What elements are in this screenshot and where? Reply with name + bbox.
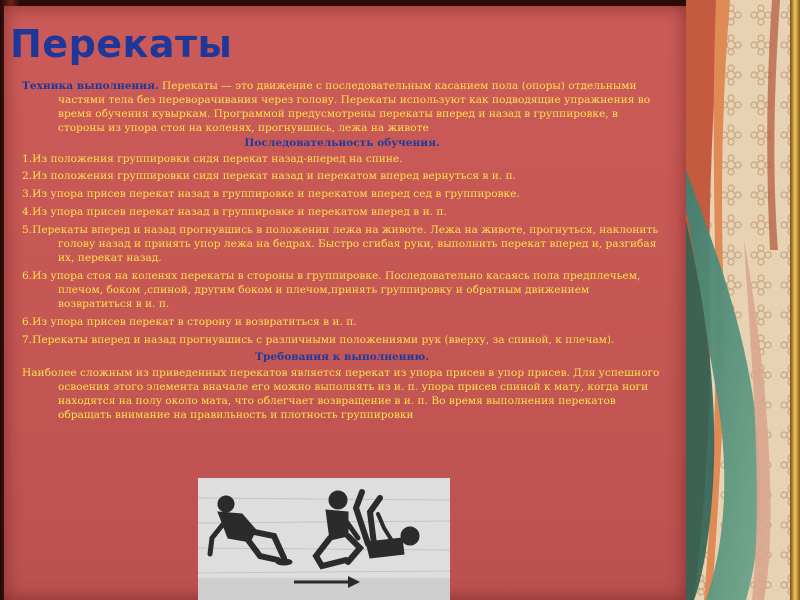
step-item: 4.Из упора присев перекат назад в группировке и перекатом вперед в и. п.	[22, 206, 447, 219]
step-item: 1.Из положения группировки сидя перекат назад-вперед на спине.	[22, 152, 403, 165]
sequence-heading: Последовательность обучения.	[244, 136, 440, 149]
intro-paragraph	[22, 80, 662, 136]
intro-text: Перекаты — это движение с последовательным касанием пола (опоры) отдельными частями тела без переворачивания через голову. Перекаты используют как подводящие упражнения во время обучения кувыркам. Программой предусмотрены перекаты вперед и назад в группировке, в стороны из упора стоя на коленях, прогнувшись, лежа на животе	[58, 80, 651, 134]
slide-body	[22, 80, 662, 427]
step-item: 6.Из упора присев перекат в сторону и возвратиться в и. п.	[22, 315, 357, 328]
requirements-heading: Требования к выполнению.	[255, 351, 429, 364]
step-item: 6.Из упора стоя на коленях перекаты в стороны в группировке. Последовательно касаясь пола предплечьем, плечом, боком ,спиной, другим боком и плечом,принять группировку и обратным движением возвратиться в и. п.	[22, 269, 641, 310]
requirements-paragraph: Наиболее сложным из приведенных перекатов является перекат из упора присев в упор присев. Для успешного освоения этого элемента вначале его можно выполнять из и. п. упора присев спиной к мату, когда ноги находятся на полу около мата, что облегчает возвращение в и. п. Во время выполнения перекатов обращать внимание на правильность и плотность группировки	[22, 367, 660, 422]
step-item: 3.Из упора присев перекат назад в группировке и перекатом вперед сед в группировке.	[22, 188, 520, 201]
step-item: 7.Перекаты вперед и назад прогнувшись с различными положениями рук (вверху, за спиной, к плечам).	[22, 333, 615, 346]
intro-lead: Техника выполнения.	[22, 80, 159, 92]
exercise-illustration	[198, 478, 450, 600]
slide-title: Перекаты	[10, 22, 233, 66]
step-item: 5.Перекаты вперед и назад прогнувшись в положении лежа на животе. Лежа на животе, прогнуться, наклонить голову назад и принять упор лежа на бедрах. Быстро сгибая руки, выполнить перекат вперед и, разгибая их, перекат назад.	[22, 224, 659, 264]
step-item: 2.Из положения группировки сидя перекат назад и перекатом вперед вернуться в и. п.	[22, 170, 516, 183]
decorative-side-panel	[686, 0, 800, 600]
